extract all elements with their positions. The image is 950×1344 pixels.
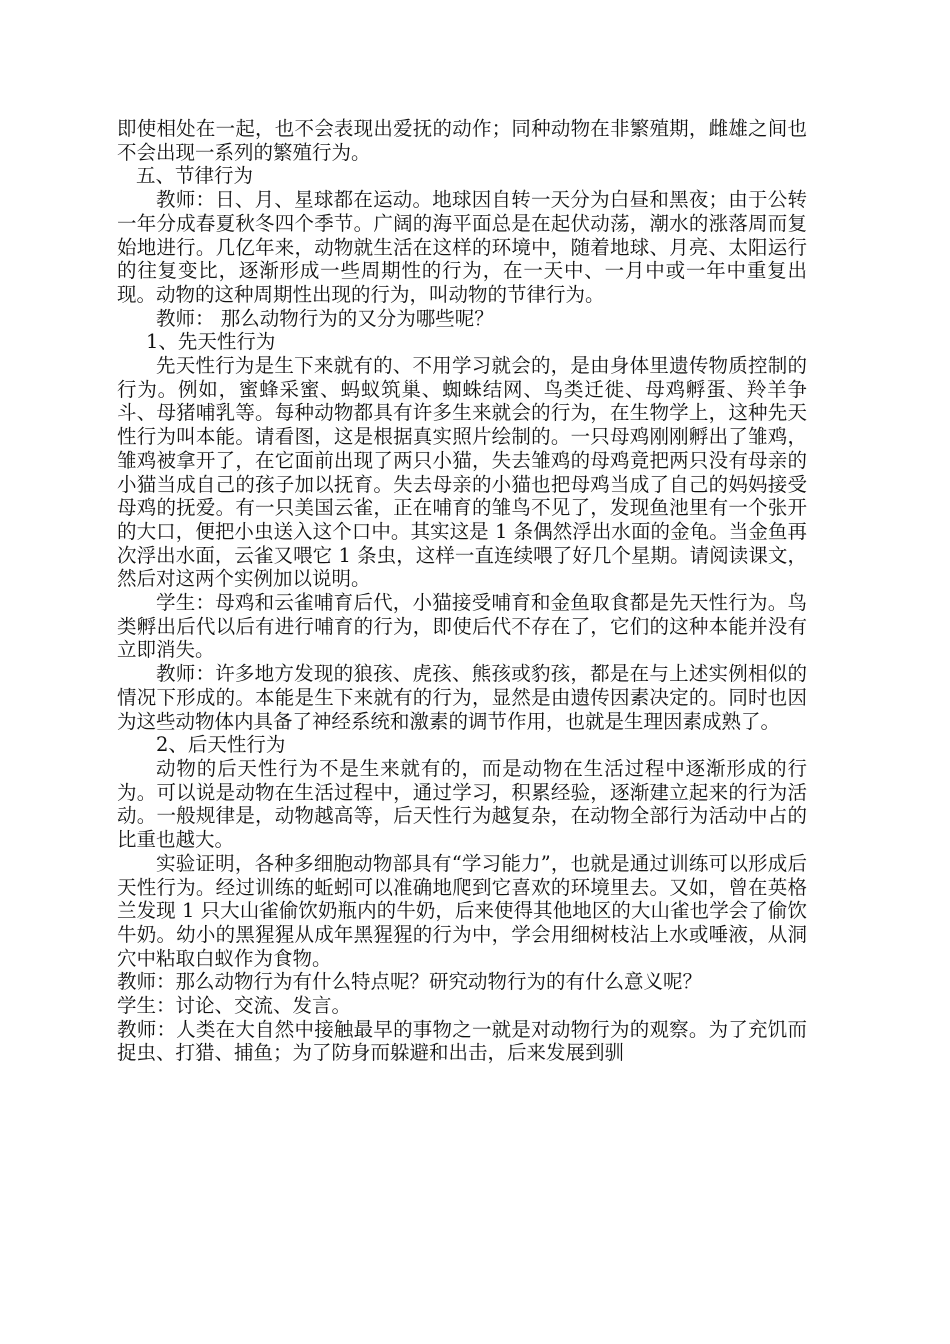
paragraph-teacher-significance: 教师：那么动物行为有什么特点呢？研究动物行为的有什么意义呢？ (117, 970, 703, 994)
paragraph-innate-behavior: 先天性行为是生下来就有的、不用学习就会的，是由身体里遗传物质控制的行为。例如，蜜蜂采蜜、蚂蚁筑巢、蜘蛛结网、鸟类迁徙、母鸡孵蛋、羚羊争斗、母猪哺乳等。每种动物都具有许多生来就会的行为，在生物学上，这种先天性行为叫本能。请看图，这是根据真实照片绘制的。一只母鸡刚刚孵出了雏鸡，雏鸡被拿开了，在它面前出现了两只小猫，失去雏鸡的母鸡竟把两只没有母亲的小猫当成自己的孩子加以抚育。失去母亲的小猫也把母鸡当成了自己的妈妈接受母鸡的抚爱。有一只美国云雀，正在哺育的雏鸟不见了，发现鱼池里有一个张开的大口，便把小虫送入这个口中。其实这是 1 条偶然浮出水面的金龟。当金鱼再次浮出水面，云雀又喂它 1 条虫，这样一直连续喂了好几个星期。请阅读课文，然后对这两个实例加以说明。 (117, 354, 807, 591)
subheading-innate-behavior: 1、先天性行为 (146, 330, 276, 354)
paragraph-teacher-instinct: 教师：许多地方发现的狼孩、虎孩、熊孩或豹孩，都是在与上述实例相似的情况下形成的。本能是生下来就有的行为，显然是由遗传因素决定的。同时也因为这些动物体内具备了神经系统和激素的调节作用，也就是生理因素成熟了。 (117, 662, 807, 733)
paragraph-learned-behavior: 动物的后天性行为不是生来就有的，而是动物在生活过程中逐渐形成的行为。可以说是动物在生活过程中，通过学习，积累经验，逐渐建立起来的行为活动。一般规律是，动物越高等，后天性行为越复杂，在动物全部行为活动中占的比重也越大。 (117, 756, 807, 852)
paragraph-teacher-rhythm: 教师：日、月、星球都在运动。地球因自转一天分为白昼和黑夜；由于公转一年分成春夏秋冬四个季节。广阔的海平面总是在起伏动荡，潮水的涨落周而复始地进行。几亿年来，动物就生活在这样的环境中，随着地球、月亮、太阳运行的往复变比，逐渐形成一些周期性的行为，在一天中、一月中或一年中重复出现。动物的这种周期性出现的行为，叫动物的节律行为。 (117, 188, 807, 306)
heading-rhythmic-behavior: 五、节律行为 (136, 164, 254, 188)
subheading-learned-behavior: 2、后天性行为 (156, 733, 286, 757)
paragraph-teacher-observation: 教师：人类在大自然中接触最早的事物之一就是对动物行为的观察。为了充饥而捉虫、打猎、捕鱼；为了防身而躲避和出击，后来发展到驯 (117, 1017, 807, 1065)
paragraph-student-discussion: 学生：讨论、交流、发言。 (117, 994, 352, 1018)
paragraph-continuation: 即使相处在一起，也不会表现出爱抚的动作；同种动物在非繁殖期，雌雄之间也不会出现一系列的繁殖行为。 (117, 117, 807, 164)
document-page (117, 117, 807, 1065)
paragraph-experiment: 实验证明，各种多细胞动物部具有“学习能力”，也就是通过训练可以形成后天性行为。经过训练的蚯蚓可以准确地爬到它喜欢的环境里去。又如，曾在英格兰发现 1 只大山雀偷饮奶瓶内的牛奶，后来使得其他地区的大山雀也学会了偷饮牛奶。幼小的黑猩猩从成年黑猩猩的行为中，学会用细树枝沾上水或唾液，从洞穴中粘取白蚁作为食物。 (117, 851, 807, 970)
paragraph-teacher-question: 教师： 那么动物行为的又分为哪些呢？ (156, 306, 494, 330)
paragraph-student-answer: 学生：母鸡和云雀哺育后代，小猫接受哺育和金鱼取食都是先天性行为。鸟类孵出后代以后有进行哺育的行为，即使后代不存在了，它们的这种本能并没有立即消失。 (117, 591, 807, 662)
